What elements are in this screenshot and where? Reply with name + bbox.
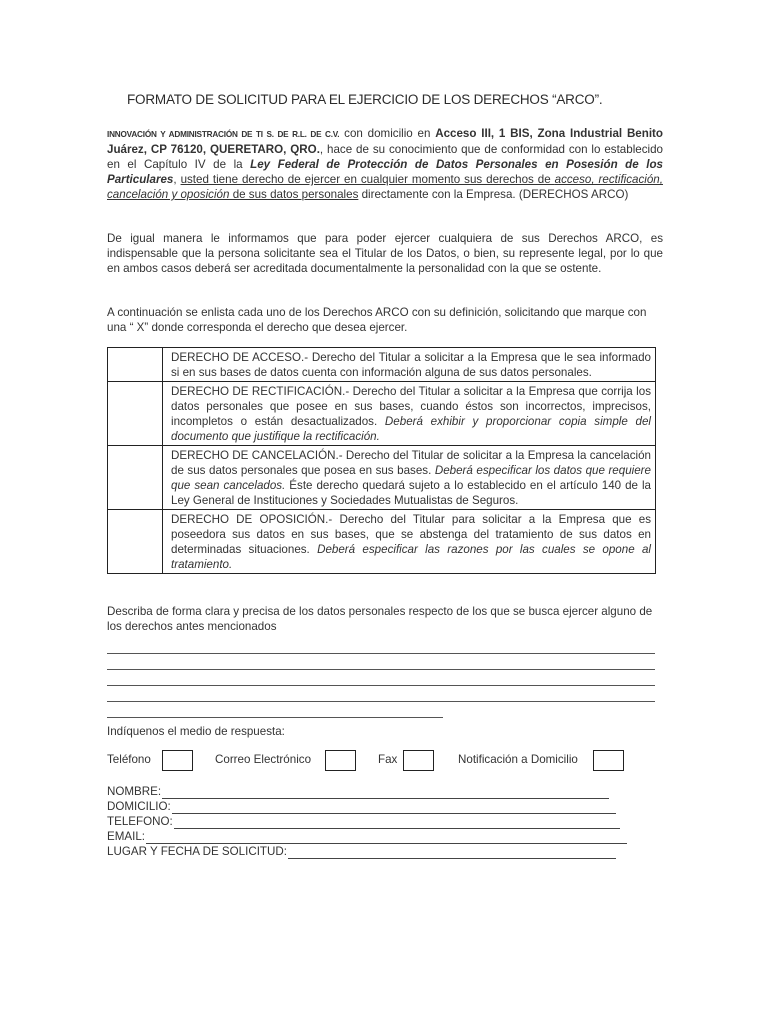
company-address: Acceso III, 1 BIS, Zona Industrial Benito Juárez, CP 76120, QUERETARO, QRO. (107, 127, 664, 156)
describe-paragraph: Describa de forma clara y precisa de los datos personales respecto de los que se busca ejercer alguno de los derechos antes mencionados (107, 605, 653, 633)
document-title: FORMATO DE SOLICITUD PARA EL EJERCICIO DE LOS DERECHOS “ARCO”. (127, 92, 603, 107)
instructions-paragraph: A continuación se enlista cada uno de los Derechos ARCO con su definición, solicitando que marque con una “ X” donde corresponda el derecho que desea ejercer. (107, 306, 647, 334)
phone-checkbox[interactable] (162, 750, 193, 771)
description-line[interactable] (107, 686, 655, 702)
phone-input-line[interactable] (174, 817, 620, 829)
cancellation-right-description: DERECHO DE CANCELACIÓN.- Derecho del Titular de solicitar a la Empresa la cancelación de sus datos personales que posea en sus bases. Deberá especificar los datos que requiere que sean cancelados. Éste derecho quedará sujeto a lo establecido en el artículo 140 de la Ley General de Instituciones y Sociedades Mutualistas de Seguros. (163, 446, 656, 510)
company-name: INNOVACIÓN Y ADMINISTRACIÓN DE TI S. DE R.L. DE C.V. (107, 130, 340, 139)
cancellation-checkbox-cell[interactable] (108, 446, 163, 510)
name-input-line[interactable] (162, 787, 609, 799)
rectification-checkbox-cell[interactable] (108, 382, 163, 446)
law-name: Ley Federal de Protección de Datos Personales en Posesión de los Particulares (107, 158, 663, 186)
access-right-description: DERECHO DE ACCESO.- Derecho del Titular a solicitar a la Empresa que le sea informado si en sus bases de datos cuenta con información alguna de sus datos personales. (163, 348, 656, 382)
description-line[interactable] (107, 702, 443, 718)
response-medium-label: Indíquenos el medio de respuesta: (107, 725, 285, 738)
table-row (108, 510, 656, 574)
email-checkbox[interactable] (325, 750, 356, 771)
email-field: EMAIL: (107, 829, 647, 844)
response-medium-options (107, 750, 667, 772)
table-row (108, 348, 656, 382)
description-line[interactable] (107, 654, 655, 670)
fax-option-label: Fax (378, 753, 398, 766)
rectification-right-description: DERECHO DE RECTIFICACIÓN.- Derecho del Titular a solicitar a la Empresa que corrija los datos personales que posee en sus bases, cuando éstos son incorrectos, imprecisos, incompletos o están desactualizados. Deberá exhibir y proporcionar copia simple del documento que justifique la rectificación. (163, 382, 656, 446)
home-notification-option-label: Notificación a Domicilio (458, 753, 578, 766)
opposition-right-description: DERECHO DE OPOSICIÓN.- Derecho del Titular para solicitar a la Empresa que es poseedora sus datos en sus bases, que se abstenga del tratamiento de sus datos en determinadas situaciones. Deberá especificar las razones por las cuales se opone al tratamiento. (163, 510, 656, 574)
phone-option-label: Teléfono (107, 753, 151, 766)
address-field: DOMICILIO: (107, 799, 647, 814)
identity-paragraph: De igual manera le informamos que para poder ejercer cualquiera de sus Derechos ARCO, es indispensable que la persona solicitante sea el Titular de los Datos, o bien, su represente legal, por lo que en ambos casos deberá ser acreditada documentalmente la personalidad con la que se ostente. (107, 232, 663, 275)
arco-rights-table (107, 347, 656, 574)
email-input-line[interactable] (146, 832, 627, 844)
description-line[interactable] (107, 670, 655, 686)
phone-field: TELEFONO: (107, 814, 647, 829)
opposition-checkbox-cell[interactable] (108, 510, 163, 574)
table-row (108, 382, 656, 446)
name-field: NOMBRE: (107, 784, 647, 799)
table-row (108, 446, 656, 510)
address-input-line[interactable] (172, 802, 616, 814)
place-date-field: LUGAR Y FECHA DE SOLICITUD: (107, 844, 647, 859)
description-lines[interactable] (107, 638, 655, 718)
description-line[interactable] (107, 638, 655, 654)
intro-paragraph: INNOVACIÓN Y ADMINISTRACIÓN DE TI S. DE R.L. DE C.V. con domicilio en Acceso III, 1 BIS, Zona Industrial Benito Juárez, CP 76120, QUERETARO, QRO., hace de su conocimiento que de conformidad con lo establecido en el Capítulo IV de la Ley Federal de Protección de Datos Personales en Posesión de los Particulares, usted tiene derecho de ejercer en cualquier momento sus derechos de acceso, rectificación, cancelación y oposición de sus datos personales directamente con la Empresa. (DERECHOS ARCO) (107, 127, 664, 201)
contact-fields (107, 784, 647, 859)
email-option-label: Correo Electrónico (215, 753, 312, 766)
place-date-input-line[interactable] (288, 847, 616, 859)
access-checkbox-cell[interactable] (108, 348, 163, 382)
fax-checkbox[interactable] (403, 750, 434, 771)
home-notification-checkbox[interactable] (593, 750, 624, 771)
